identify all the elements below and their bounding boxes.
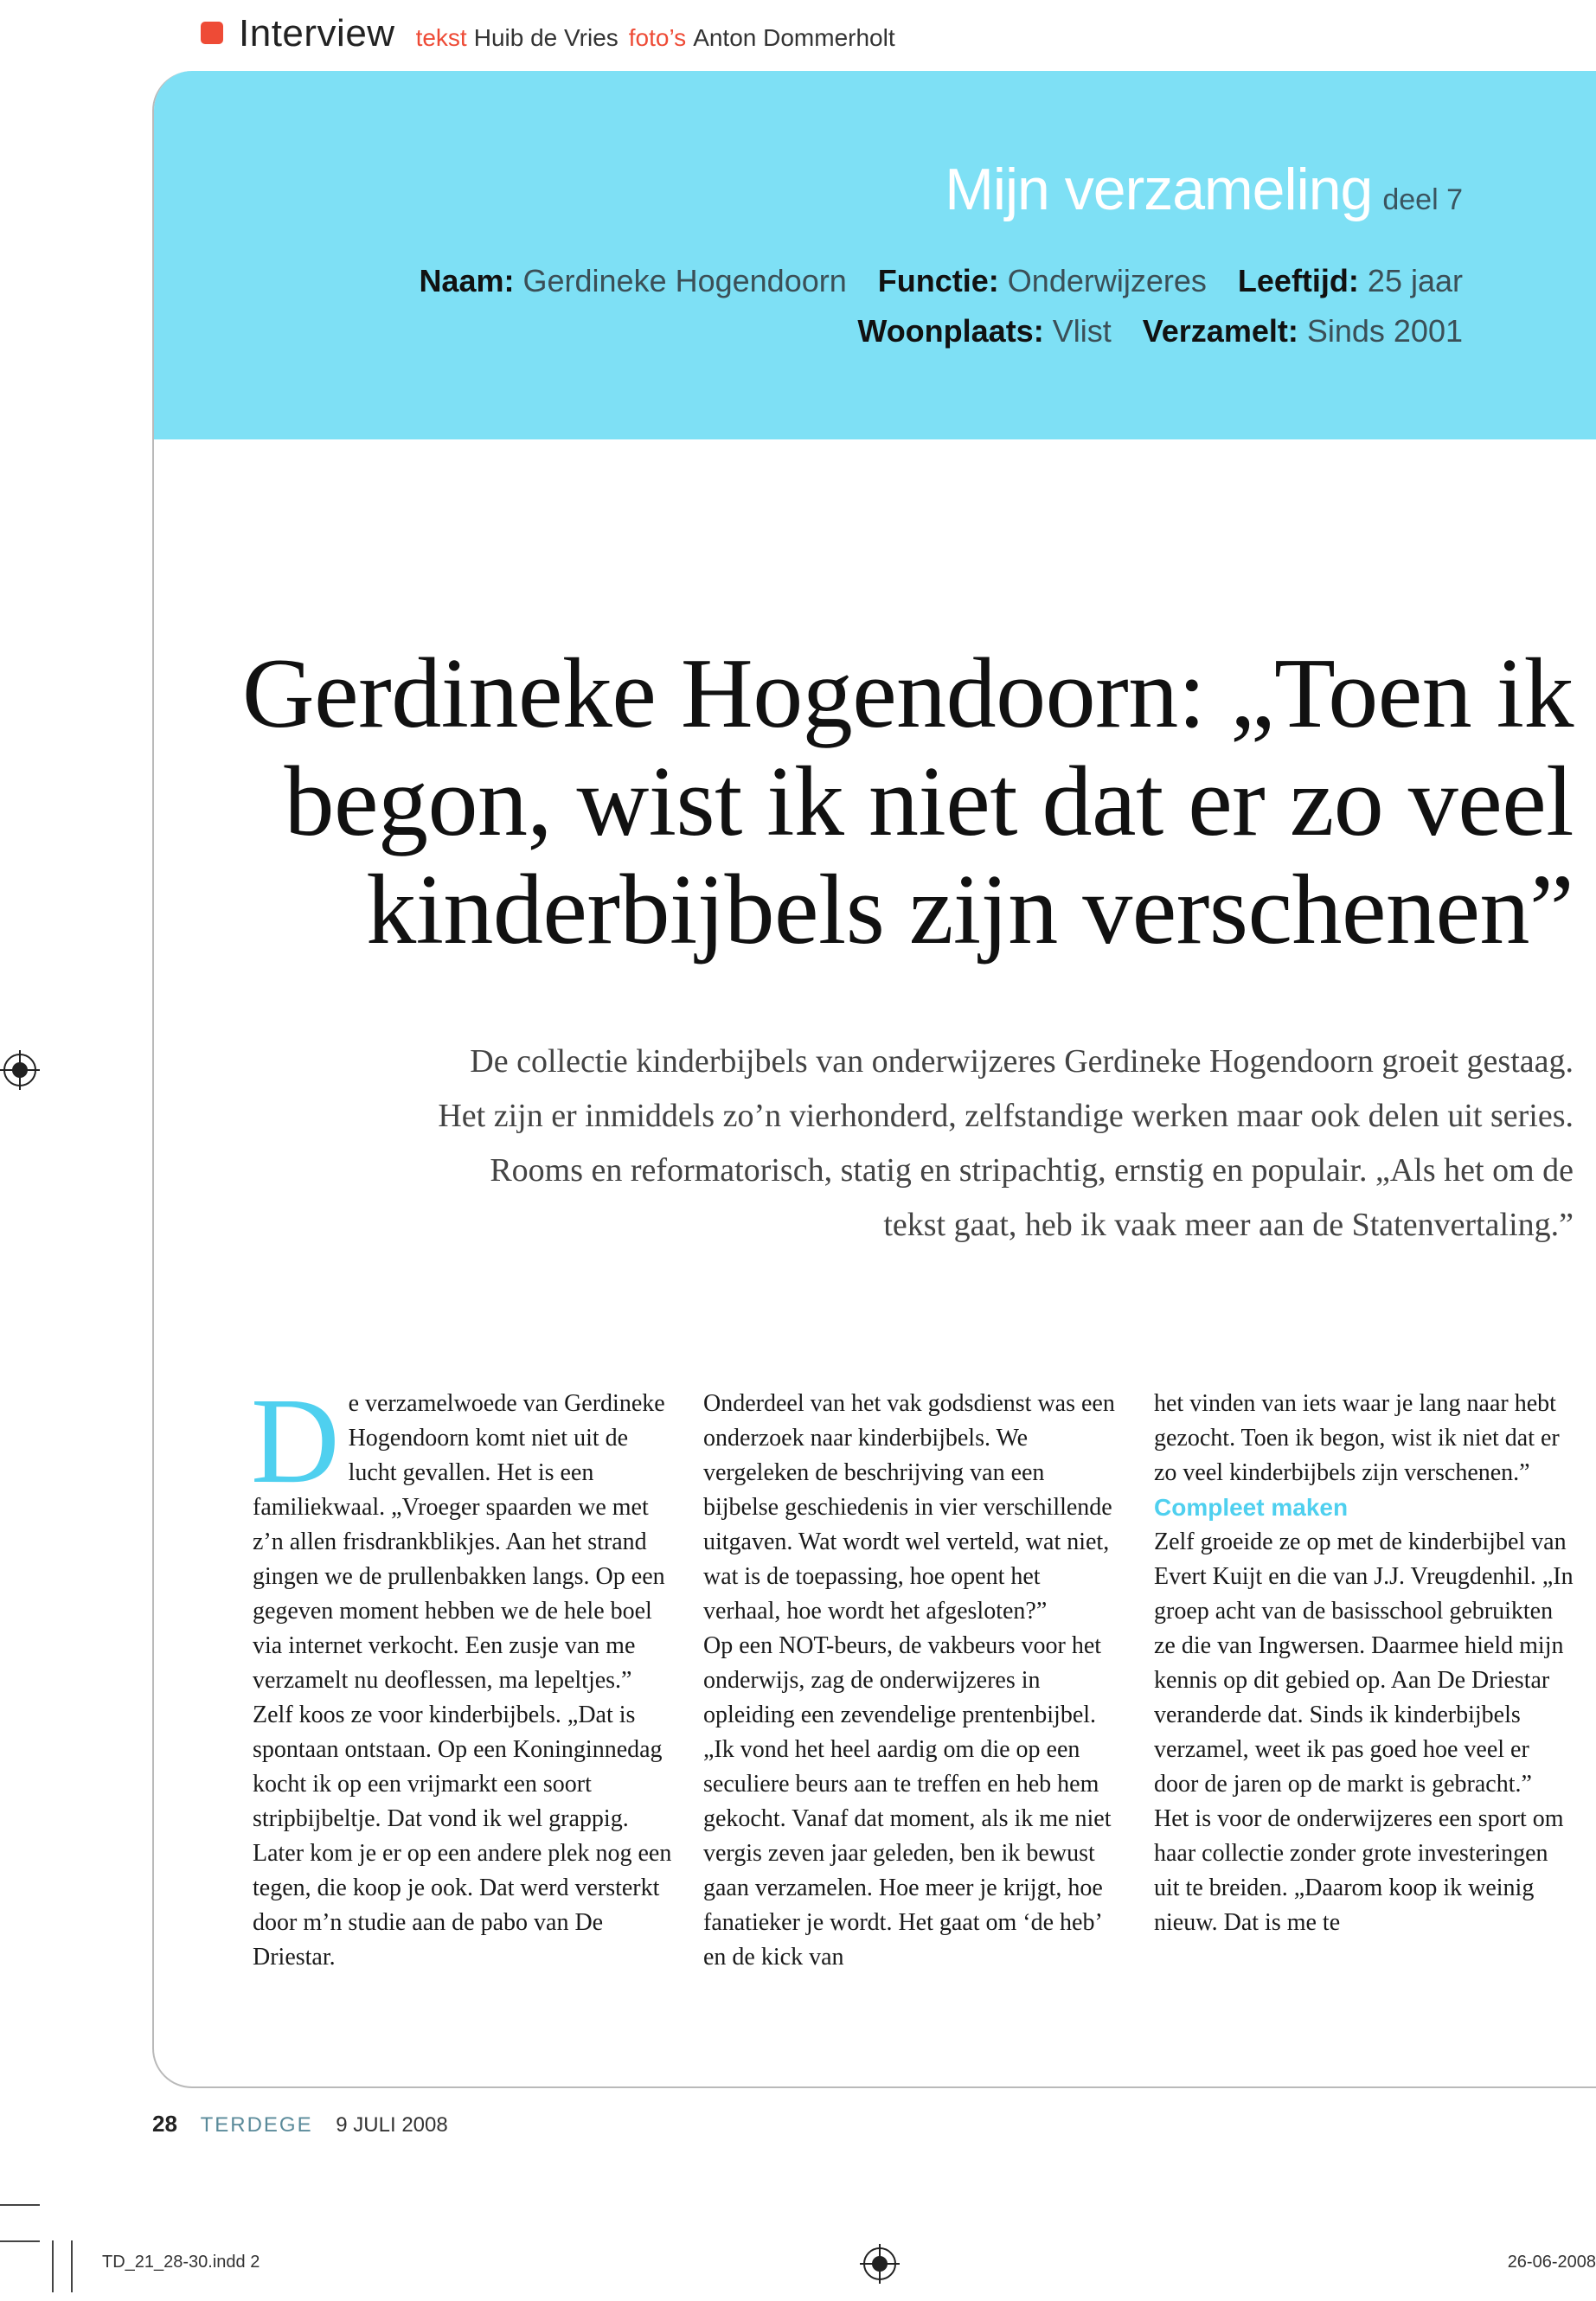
- headline-line-1: Gerdineke Hogendoorn: „Toen ik: [241, 638, 1574, 749]
- body-column-3: [1154, 1387, 1574, 1940]
- headline-line-3: kinderbijbels zijn verschenen”: [366, 855, 1574, 965]
- intro-line-3: Rooms en reformatorisch, statig en stripachtig, ernstig en populair. „Als het om de: [490, 1152, 1574, 1189]
- section-marker-icon: [201, 22, 223, 44]
- body-column-1: [251, 1372, 672, 1975]
- column-3-paragraph-2: Zelf groeide ze op met de kinderbijbel van Evert Kuijt en die van J.J. Vreugdenhil. „In groep acht van de basisschool gebruikten ze die van Ingwersen. Daarmee hield mijn kennis op dit gebied op. Aan De Driestar veranderde dat. Sinds ik kinderbijbels verzamel, weet ik pas goed hoe veel er door de jaren op de markt is gebracht.”: [1154, 1529, 1574, 1798]
- naam-value: Gerdineke Hogendoorn: [522, 263, 847, 298]
- registration-mark-icon: [3, 1054, 36, 1086]
- crop-mark: [0, 2204, 40, 2206]
- intro-line-2: Het zijn er inmiddels zo’n vierhonderd, zelfstandige werken maar ook delen uit series.: [438, 1098, 1574, 1134]
- section-title: Interview: [239, 12, 395, 54]
- registration-mark-icon: [863, 2247, 896, 2280]
- article-headline: [224, 640, 1574, 965]
- crop-mark: [52, 2240, 54, 2292]
- photo-credit-label: foto’s: [628, 24, 687, 51]
- headline-line-2: begon, wist ik niet dat er zo veel: [284, 747, 1574, 857]
- intro-line-4: tekst gaat, heb ik vaak meer aan de Statenvertaling.”: [883, 1207, 1574, 1243]
- drop-cap: D: [251, 1372, 340, 1509]
- column-1-paragraph-1: e verzamelwoede van Gerdineke Hogendoorn komt niet uit de lucht gevallen. Het is een familiekwaal. „Vroeger spaarden we met z’n allen frisdrankblikjes. Aan het strand gingen we de prullenbakken langs. Op een gegeven moment hebben we de hele boel via internet verkocht. Een zusje van me verzamelt nu deoflessen, ma lepeltjes.”: [253, 1390, 665, 1694]
- leeftijd-label: Leeftijd:: [1237, 263, 1359, 298]
- text-credit-label: tekst: [415, 24, 467, 51]
- series-name: Mijn verzameling: [945, 157, 1373, 222]
- series-title: [945, 156, 1463, 223]
- column-1-paragraph-2: Zelf koos ze voor kinderbijbels. „Dat is spontaan ontstaan. Op een Koninginnedag kocht ik op een vrijmarkt een soort stripbijbeltje. Dat vond ik wel grappig. Later kom je er op een andere plek nog een tegen, die koop je ook. Dat werd versterkt door m’n studie aan de pabo van De Driestar.: [253, 1702, 672, 1971]
- naam-label: Naam:: [419, 263, 515, 298]
- profile-banner: [154, 71, 1596, 439]
- functie-label: Functie:: [877, 263, 999, 298]
- page-footer: [152, 2111, 448, 2138]
- body-column-2: [703, 1387, 1123, 1975]
- crop-mark: [0, 2240, 40, 2242]
- column-2-paragraph-2: Op een NOT-beurs, de vakbeurs voor het onderwijs, zag de onderwijzeres in opleiding een zevendelige prentenbijbel. „Ik vond het heel aardig om die op een seculiere beurs aan te treffen en heb hem gekocht. Vanaf dat moment, als ik me niet vergis zeven jaar geleden, ben ik bewust gaan verzamelen. Hoe meer je krijgt, hoe fanatieker je wordt. Het gaat om ‘de heb’ en de kick van: [703, 1632, 1112, 1971]
- series-part: deel 7: [1382, 183, 1463, 216]
- issue-date: 9 JULI 2008: [336, 2113, 448, 2137]
- column-3-paragraph-3: Het is voor de onderwijzeres een sport om haar collectie zonder grote investeringen uit te breiden. „Daarom koop ik weinig nieuw. Dat is me te: [1154, 1805, 1564, 1936]
- column-2-paragraph-1: Onderdeel van het vak godsdienst was een onderzoek naar kinderbijbels. We vergeleken de beschrijving van een bijbelse geschiedenis in vier verschillende uitgaven. Wat wordt wel verteld, wat niet, wat is de toepassing, hoe opent het verhaal, hoe wordt het afgesloten?”: [703, 1390, 1115, 1625]
- facts-row-1: [419, 263, 1463, 299]
- print-date-slug: 26-06-2008: [1507, 2253, 1596, 2272]
- crop-mark: [71, 2240, 73, 2292]
- intro-line-1: De collectie kinderbijbels van onderwijzeres Gerdineke Hogendoorn groeit gestaag.: [470, 1043, 1574, 1080]
- article-intro: [224, 1035, 1574, 1253]
- magazine-name: TERDEGE: [200, 2113, 313, 2137]
- verzamelt-label: Verzamelt:: [1142, 313, 1298, 349]
- functie-value: Onderwijzeres: [1007, 263, 1207, 298]
- column-3-paragraph-1: het vinden van iets waar je lang naar hebt gezocht. Toen ik begon, wist ik niet dat er zo veel kinderbijbels zijn verschenen.”: [1154, 1390, 1560, 1486]
- leeftijd-value: 25 jaar: [1367, 263, 1463, 298]
- woonplaats-label: Woonplaats:: [857, 313, 1044, 349]
- verzamelt-value: Sinds 2001: [1306, 313, 1463, 349]
- subheading: Compleet maken: [1154, 1494, 1349, 1521]
- indesign-file-slug: TD_21_28-30.indd 2: [102, 2253, 260, 2272]
- text-credit-author: Huib de Vries: [473, 24, 619, 51]
- facts-row-2: [857, 313, 1463, 349]
- page-number: 28: [152, 2111, 177, 2137]
- photo-credit-author: Anton Dommerholt: [693, 24, 895, 51]
- section-header: [201, 12, 906, 64]
- woonplaats-value: Vlist: [1052, 313, 1112, 349]
